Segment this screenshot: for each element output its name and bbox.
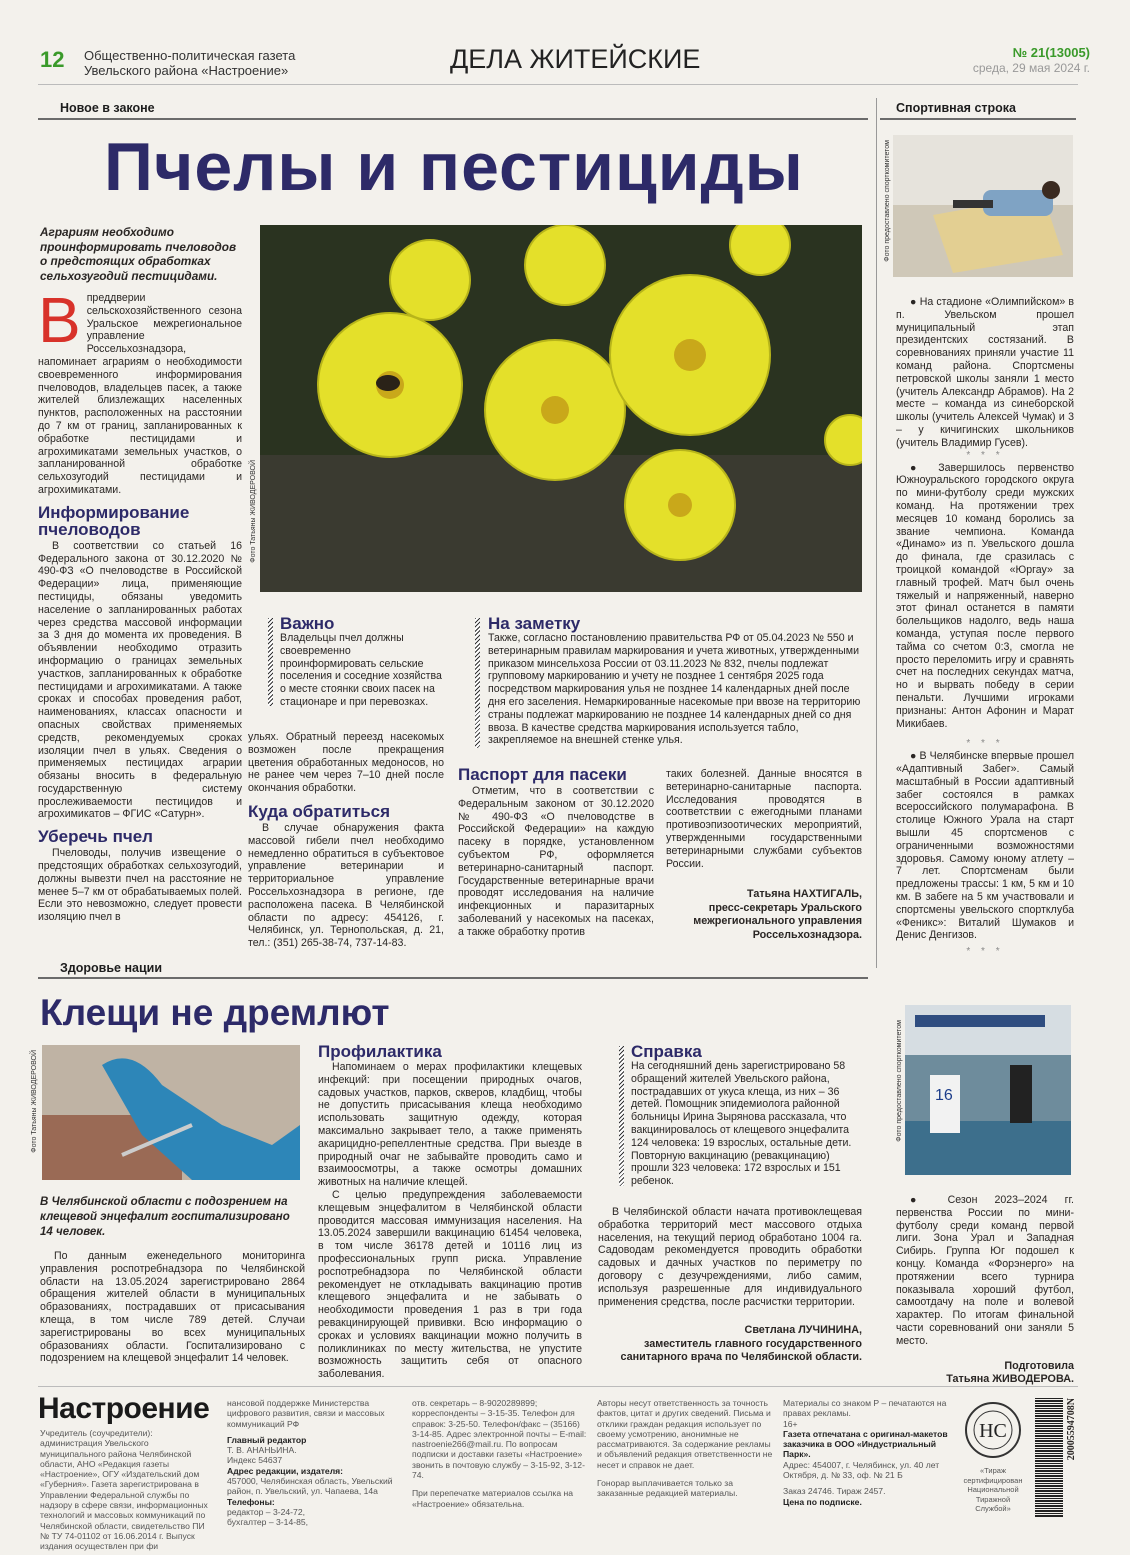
rubric-rule-2 <box>38 977 868 979</box>
monitoring-paragraph: По данным еженедельного мониторинга управления роспотребнадзора по Челябинской области на 13.05.2024 зарегистрировано 2864 обращения жителей области в муниципальных образованиях, пострадавших от присасывания клеща, в том числе 789 детей. Случаи зарегистрированы во всех муниципальных образованиях области. Госпитализировано с подозрением на клещевой энцефалит 14 человек. <box>40 1250 305 1365</box>
note-title: На заметку <box>488 614 581 633</box>
footer-founders: Учредитель (соучредители): администрация Увельского муниципального района Челябинской области, АНО «Редакция газеты «Настроение», ОГУ «Издательский дом «Губерния». Газета зарегистрирована в Управлении Федеральной службы по надзору в сфере связи, информационных технологий и массовых коммуникаций по Челябинской области, свидетельство ПИ № ТУ 74-01102 от 16.06.2014 г. Выпуск издания осуществлен при фи <box>40 1428 208 1552</box>
bullet-icon: ● <box>910 461 939 474</box>
note-marker <box>475 618 480 748</box>
order-circulation: Заказ 24746. Тираж 2457. <box>783 1486 886 1497</box>
intro-paragraph: преддверии сельскохозяйственного сезона Уральское межрегиональное управление Россельхознадзора, напоминает аграриям о необходимости своевременного информирования пчеловодов, владельцев пасек, а также жителей близлежащих населенных пунктов, расположенных на расстоянии до 7 км от границ, запланированных к обработке пестицидами и агрохимикатами земельных участков, о запланированной обработке сельхозугодий пестицидами и агрохимикатами. <box>38 292 242 496</box>
flower-photo <box>260 225 862 592</box>
author-signature <box>666 888 862 942</box>
article2-title: Клещи не дремлют <box>40 992 390 1033</box>
sports-photo-2-credit: Фото предоставлено спорткомитетом <box>896 1020 903 1142</box>
article2-author-role: заместитель главного государственного санитарного врача по Челябинской области. <box>620 1337 862 1364</box>
informing-paragraph: В соответствии со статьей 16 Федерального закона от 30.12.2020 № 490-ФЗ «О пчеловодстве в Российской Федерации» лица, применяющие пестициды, обязаны уведомить население о запланированных работах через средства массовой информации за 3 дня до момента их проведения. В объявлении необходимо отразить информацию о границах земельных участков, запланированных к обработке пестицидами и агрохимикатами. А также сроках и способах проведения работ, наименованиях, классах опасности и опасных свойствах применяемых средств, рекомендуемых сроках изоляции пчел в ульях. Сведения о применяемых пестицидах аграрии обязаны вносить в федеральную государственную систему прослеживаемости пестицидов и агрохимикатов – ФГИС «Сатурн». <box>38 539 242 821</box>
footer-printed: Газета отпечатана с оригинал-макетов заказчика в ООО «Индустриальный Парк». <box>783 1428 948 1460</box>
footer-authors-note: Авторы несут ответственность за точность фактов, цитат и других сведений. Письма и отклики граждан редакция использует по своему усмотрению, анонимные не рассматриваются. За содержание рекламы и объявлений редакция ответственности не несет и справок не дает. <box>597 1398 773 1470</box>
footer-top-rule <box>38 1386 1078 1387</box>
sig-name: Татьяна ЖИВОДЕРОВА. <box>946 1373 1074 1386</box>
phones-label: Телефоны: <box>227 1496 275 1507</box>
page-number: 12 <box>40 47 65 72</box>
sports-item: ● Завершилось первенство Южноуральского городского округа по мини-футболу среди мужских команд. На протяжении трех месяцев 10 команд боролись за звание чемпиона. Команда «Динамо» из п. Увельского дошла до финала, где сразилась с троицкой командой «Юргау» за главный трофей. Матч был очень тяжелый и напряженный, наверно этот финал останется в памяти болельщиков надолго, ведь наша команда, уступая после первого тайма со счетом 0:3, смогла не просто переломить игру и сравнять счет на последних секундах матча, но и вырвать победу в серии пенальти. Лучшими игроками признаны: Антон Афонин и Марат Микибаев. <box>896 461 1074 730</box>
bullet-icon: ● <box>910 750 920 763</box>
prophylaxis-paragraph-2: С целью предупреждения заболеваемости клещевым энцефалитом в Челябинской области проводится массовая иммунизация населения. На 13.05.2024 завершили вакцинацию 61454 человека, в том числе 36178 детей и 10116 лиц из профессиональных групп риска. Управление роспотребнадзора по Челябинской области рекомендует не откладывать вакцинацию против клещевого энцефалита и не забывать о необходимости проведения 1 раз в три года ревакцинирующей прививки. Всю информацию о сроках и условиях вакцинации можно получить в поликлиниках по месту жительства, не упустите возможность защитить себя от опасного заболевания. <box>318 1188 582 1381</box>
photo-credit: Фото Татьяны ЖИВОДЕРОВОЙ <box>250 460 257 563</box>
flower <box>390 240 470 320</box>
price: Цена по подписке. <box>783 1496 862 1507</box>
flower <box>730 225 790 275</box>
separator: * * * <box>966 449 1004 461</box>
separator: * * * <box>966 946 1004 958</box>
sports-item: ● В Челябинске впервые прошел «Адаптивный Забег». Самый масштабный в России адаптивный забег состоялся в рамках всероссийского полумарафона. В столице Южного Урала на старт вышли 45 спортсменов с ограниченными возможностями здоровья. Самому юному атлету – 7 лет. Спортсменам были предложены трассы: 1 км, 5 км и 10 км. В забеге на 5 км участвовали и спортсмены увельского спортклуба «Феникс»: Виталий Шумаков и Денис Денгизов. <box>896 750 1075 942</box>
article2-body <box>40 1250 305 1365</box>
header-divider <box>38 84 1078 85</box>
phone-editor: редактор – 3-24-72, <box>227 1506 305 1517</box>
article-title: Пчелы и пестициды <box>104 129 804 205</box>
important-box <box>280 615 446 709</box>
subhead-informing: Информирование пчеловодов <box>38 502 190 539</box>
sidebar-rule <box>880 118 1076 120</box>
editor-label: Главный редактор <box>227 1434 307 1445</box>
important-marker <box>268 618 273 706</box>
footer-contacts: отв. секретарь – 8-9020289899; корреспонденты – 3-15-35. Телефон для справок: 3-25-50. Телефон/факс – (35166) 3-14-85. Адрес электронной почты – E-mail: nastroenie266@mail.ru. По вопросам подписки и доставки газеты «Настроение» звонить в почтовую службу – 3-15-92, 3-12-74. <box>412 1398 587 1481</box>
author-name: Татьяна НАХТИГАЛЬ, <box>747 888 862 901</box>
age-rating: 16+ <box>783 1418 798 1429</box>
article2-photo-credit: Фото Татьяны ЖИВОДЕРОВОЙ <box>31 1050 38 1153</box>
section-title: ДЕЛА ЖИТЕЙСКИЕ <box>450 44 701 74</box>
article-lead: Аграриям необходимо проинформировать пчеловодов о предстоящих обработках сельхозугодий пестицидами. <box>40 225 237 283</box>
sports-item: ● На стадионе «Олимпийском» в п. Увельском прошел муниципальный этап президентских состязаний. В соревнованиях приняли участие 11 команд района. Спортсмены петровской школы заняли 1 место (учитель Александр Абрамов). На 2 месте – команда из синеборской школы (учитель Алексей Чумак) и 3 – у кичигинских школьников (учитель Владимир Гусев). <box>896 296 1075 449</box>
bullet-icon: ● <box>910 296 920 308</box>
sports-news-2 <box>896 1194 1074 1387</box>
prophylaxis-column <box>318 1043 582 1381</box>
print-address: Адрес: 454007, г. Челябинск, ул. 40 лет Октября, д. № 33, оф. № 21 Б <box>783 1459 940 1481</box>
editor-name: Т. В. АНАНЬИНА. <box>227 1445 297 1456</box>
footer-col-2 <box>227 1398 405 1528</box>
save-bees-paragraph: Пчеловоды, получив извещение о предстоящих обработках сельхозугодий, должны вывезти пчел на расстояние не менее 5–7 км от обрабатываемых полей. Если это невозможно, следует провести изоляцию пчел в <box>38 847 242 924</box>
barcode-number: 20005594708N <box>1066 1398 1077 1461</box>
footer-col-4 <box>597 1398 773 1499</box>
subhead-prophylaxis: Профилактика <box>318 1042 442 1061</box>
footer-support: нансовой поддержке Министерства цифрового развития, связи и массовых коммуникаций РФ <box>227 1398 385 1429</box>
sports-photo-2 <box>905 1005 1071 1175</box>
article-column-2 <box>248 731 444 950</box>
subhead-where-to-apply: Куда обратиться <box>248 801 391 821</box>
sports-photo-1-credit: Фото предоставлено спорткомитетом <box>884 140 891 262</box>
subscription-index: Индекс 54637 <box>227 1455 283 1466</box>
svg-text:16: 16 <box>935 1087 953 1104</box>
separator: * * * <box>966 738 1004 750</box>
circulation-seal-icon <box>963 1400 1023 1460</box>
issue-number: № 21(13005) <box>1012 45 1090 60</box>
important-text: Владельцы пчел должны своевременно проинформировать сельские поселения и соседние хозяйства о месте стоянки своих пасек на стационаре и при перевозках. <box>280 632 442 708</box>
address-label: Адрес редакции, издателя: <box>227 1465 344 1476</box>
phone-accountant: бухгалтер – 3-14-85, <box>227 1517 309 1528</box>
barcode <box>1035 1398 1063 1518</box>
treatment-paragraph: В Челябинской области начата противоклещевая обработка территорий мест массового отдыха населения, на текущий период обработано 1004 га. Садоводам рекомендуется проводить обработки садовых и дачных участков по периметру по договору с дезучреждениями, либо самим, используя разрешенные для индивидуального применения средства, после расчистки территории. <box>598 1206 862 1308</box>
rubric-rule <box>38 118 868 120</box>
newspaper-logo: Настроение <box>38 1392 210 1425</box>
save-bees-continued: ульях. Обратный переезд насекомых возможен после прекращения цветения обработанных медоносов, но не ранее чем через 7–10 дней после окончания обработки. <box>248 731 444 795</box>
article2-lead: В Челябинской области с подозрением на клещевой энцефалит госпитализировано 14 человек. <box>40 1196 290 1238</box>
where-to-apply-paragraph: В случае обнаружения факта массовой гибели пчел необходимо немедленно обратиться в субъектовое управление ветеринарии и территориальное управление Россельхознадзора в регионе, где расположена пасека. В Челябинской области по адресу: 454126, г. Челябинск, ул. Тернопольская, д. 21, тел.: (351) 265-38-74, 737-14-83. <box>248 821 444 950</box>
note-text: Также, согласно постановлению правительства РФ от 05.04.2023 № 550 и ветеринарным правилам маркирования и учета животных, утвержденными приказом минсельхоза России от 03.11.2023 № 832, пчелы подлежат групповому маркированию и учету не позднее 1 сентября 2025 года посредством маркирования улья не позднее 14 календарных дней после дня его заселения. Немаркированные насекомые при ввозе на территорию страны подлежат маркированию не позднее 14 календарных дней со дня ввоза. В качестве средства маркирования используется табло, закрепляемое на внешней стенке улья. <box>488 632 861 747</box>
author-role: пресс-секретарь Уральского межрегионального управления Россельхознадзора. <box>693 901 862 941</box>
reference-box <box>631 1043 861 1188</box>
article2-author-name: Светлана ЛУЧИНИНА, <box>744 1324 862 1337</box>
footer-ads-note: Материалы со знаком Р – печатаются на правах рекламы. <box>783 1398 947 1419</box>
paper-name <box>84 48 295 78</box>
seal-text: «Тираж сертифицирован Национальной Тиражной Службой» <box>963 1466 1023 1513</box>
reference-title: Справка <box>631 1042 702 1061</box>
rubric-health: Здоровье нации <box>60 961 163 975</box>
footer-fee: Гонорар выплачивается только за заказанные редакцией материалы. <box>597 1478 738 1499</box>
vertical-divider <box>876 98 877 968</box>
subhead-passport: Паспорт для пасеки <box>458 765 627 784</box>
treatment-column <box>598 1206 862 1365</box>
passport-paragraph: Отметим, что в соответствии с Федеральным законом от 30.12.2020 № 490-ФЗ «О пчеловодстве в Российской Федерации» на каждую пасеку в порядке, установленном субъектом РФ, оформляется ветеринарно-санитарный паспорт. Государственные ветеринарные врачи проводят исследования на наличие инфекционных и паразитарных заболеваний у насекомых на пасеках, а также обработку против <box>458 785 654 938</box>
rubric-new-in-law: Новое в законе <box>60 101 155 115</box>
sig-prepared-by: Подготовила <box>1004 1359 1074 1372</box>
footer-col-5 <box>783 1398 958 1507</box>
subhead-save-bees: Уберечь пчел <box>38 827 153 847</box>
svg-text:НС: НС <box>979 1420 1007 1442</box>
sports-photo-1 <box>893 135 1073 277</box>
paper-line1: Общественно-политическая газета <box>84 48 296 63</box>
sidebar-signature <box>896 1360 1074 1387</box>
tick-vaccination-photo <box>42 1045 300 1180</box>
passport-column-1 <box>458 766 654 939</box>
issue-date: среда, 29 мая 2024 г. <box>972 61 1090 75</box>
flower <box>525 225 605 305</box>
sports-news-1 <box>896 296 1074 958</box>
article-column-1 <box>38 284 242 924</box>
footer-reprint: При перепечатке материалов ссылка на «Настроение» обязательна. <box>412 1488 574 1509</box>
rubric-sports: Спортивная строка <box>896 101 1016 115</box>
note-box <box>488 615 864 747</box>
sports-item: ● Сезон 2023–2024 гг. первенства России по мини-футболу среди команд первой лиги. Зона Урал и Западная Сибирь. Группа Юг подошел к концу. Команда «Форэнерго» на протяжении всего турнира показывала хороший футбол, самоотдачу на поле и волевой характер. По итогам финальной части соревнований они заняли 5 место. <box>896 1194 1074 1347</box>
drop-cap: В <box>38 284 81 356</box>
footer-col-3 <box>412 1398 588 1509</box>
bee <box>376 375 400 391</box>
passport-column-2 <box>666 768 862 942</box>
reference-marker <box>619 1046 624 1186</box>
prophylaxis-paragraph-1: Напоминаем о мерах профилактики клещевых инфекций: при посещении природных очагов, садовых участков, парков, скверов, кладбищ, чтобы не допустить присасывания клеща необходимо использовать защитную одежду, которая максимально закрывает тело, а также применять акарицидно-репеллентные средства. При выезде в природный очаг не забывайте проводить само и взаимоосмотры, а также осмотры домашних животных на наличие клещей. <box>318 1061 582 1189</box>
passport-continued: таких болезней. Данные вносятся в ветеринарно-санитарные паспорта. Исследования проводятся в соответствии с ежегодными планами противоэпизоотических мероприятий, утвержденными государственными ветеринарными службами субъектов России. <box>666 768 862 870</box>
bullet-icon: ● <box>910 1194 948 1206</box>
editorial-address: 457000, Челябинская область, Увельский район, п. Увельский, ул. Чапаева, 14а <box>227 1476 393 1497</box>
important-title: Важно <box>280 614 335 633</box>
paper-line2: Увельского района «Настроение» <box>84 63 289 78</box>
article2-signature <box>598 1324 862 1365</box>
reference-text: На сегодняшний день зарегистрировано 58 обращений жителей Увельского района, пострадавших от укуса клеща, из них – 36 детей. Помощник эпидемиолога районной больницы Ирина Зырянова рассказала, что вакцинировалось от клещевого энцефалита 124 человека: 19 взрослых, остальные дети. Повторную вакцинацию (ревакцинацию) прошли 323 человека: 172 взрослых и 151 ребенок. <box>631 1060 852 1188</box>
